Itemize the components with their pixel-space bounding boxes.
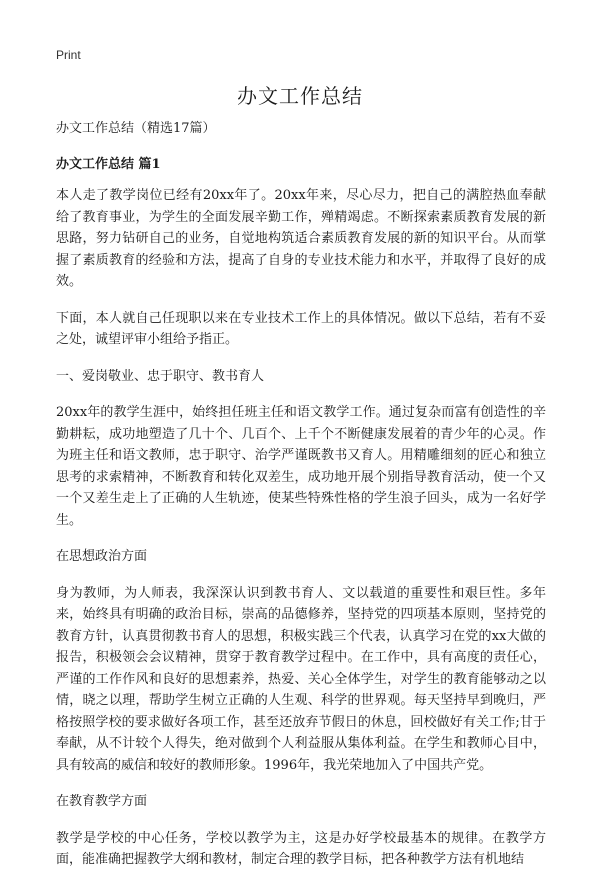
section-heading: 办文工作总结 篇1 [56, 156, 161, 172]
subheading-education: 在教育教学方面 [56, 794, 148, 809]
paragraph-political: 身为教师，为人师表，我深深认识到教书育人、文以载道的重要性和艰巨性。多年来，始终具有明确的政治目标，崇高的品德修养，坚持党的四项基本原则，坚持党的教育方针，认真贯彻教书育人的思想，积极实践三个代表，认真学习在党的xx大做的报告，积极领会会议精神，贯穿于教育教学过程中。在工作中，具有高度的责任心，严谨的工作作风和良好的思想素养，热爱、关心全体学生，对学生的教育能够动之以情，晓之以理，帮助学生树立正确的人生观、科学的世界观。每天坚持早到晚归，严格按照学校的要求做好各项工作，甚至还放弃节假日的休息，回校做好有关工作;甘于奉献，从不计较个人得失，绝对做到个人利益服从集体利益。在学生和教师心目中，具有较高的威信和较好的教师形象。1996年，我光荣地加入了中国共产党。 [56, 585, 546, 773]
paragraph-summary-note: 下面，本人就自己任现职以来在专业技术工作上的具体情况。做以下总结，若有不妥之处，诚望评审小组给予指正。 [56, 310, 546, 347]
document-body [56, 118, 546, 886]
print-link[interactable]: Print [56, 48, 81, 62]
paragraph-education: 教学是学校的中心任务，学校以教学为主，这是办好学校最基本的规律。在教学方面，能准确把握教学大纲和教材，制定合理的教学目标，把各种教学方法有机地结 [56, 830, 546, 867]
paragraph-intro: 本人走了教学岗位已经有20xx年了。20xx年来，尽心尽力，把自己的满腔热血奉献给了教育事业，为学生的全面发展辛勤工作，殚精竭虑。不断探索素质教育发展的新思路，努力钻研自己的业务，自觉地构筑适合素质教育发展的新的知识平台。从而掌握了素质教育的经验和方法，提高了自身的专业技术能力和水平，并取得了良好的成效。 [56, 188, 546, 289]
subheading-political: 在思想政治方面 [56, 549, 148, 564]
document-title: 办文工作总结 [237, 84, 363, 108]
paragraph-teaching-career: 20xx年的教学生涯中，始终担任班主任和语文教学工作。通过复杂而富有创造性的辛勤耕耘，成功地塑造了几十个、几百个、上千个不断健康发展着的青少年的心灵。作为班主任和语文教师，忠于职守、治学严谨既教书又育人。用精雕细刻的匠心和独立思考的求索精神，不断教育和转化双差生，成功地开展个别指导教育活动，使一个又一个又差生走上了正确的人生轨迹，使某些特殊性格的学生浪子回头，成为一名好学生。 [56, 405, 546, 528]
document-subtitle: 办文工作总结（精选17篇） [56, 121, 216, 136]
subheading-dedication: 一、爱岗敬业、忠于职守、教书育人 [56, 368, 265, 384]
